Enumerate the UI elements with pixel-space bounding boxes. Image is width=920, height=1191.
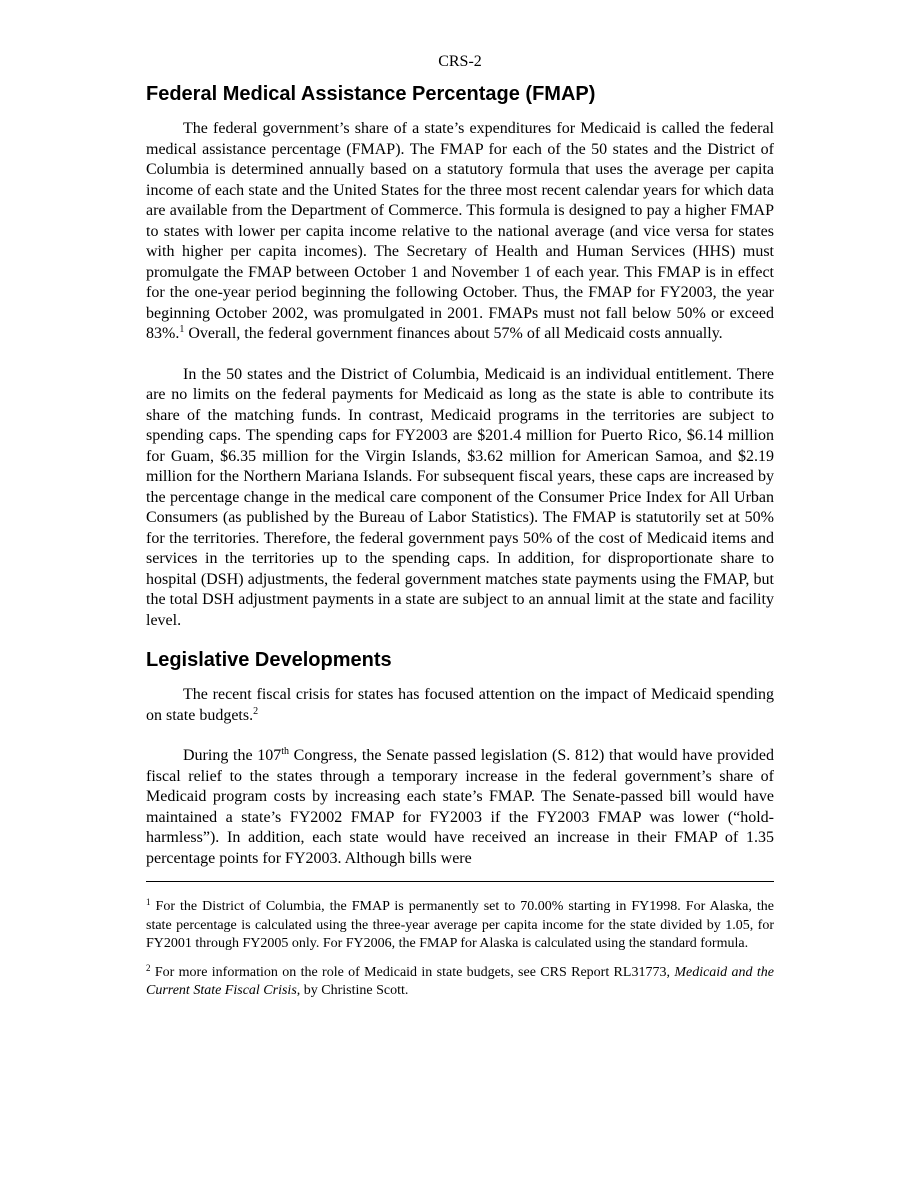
- document-page: [146, 52, 774, 1011]
- footnote-2: [146, 964, 774, 1001]
- footnote-ref-2[interactable]: 2: [253, 705, 259, 717]
- page-number-header: CRS-2: [438, 53, 482, 70]
- legislative-paragraph-1: [146, 685, 774, 726]
- section-heading-fmap: Federal Medical Assistance Percentage (FMAP): [146, 83, 596, 105]
- fmap-paragraph-1: [146, 119, 774, 345]
- fmap-paragraph-2: In the 50 states and the District of Columbia, Medicaid is an individual entitlement. There are no limits on the federal payments for Medicaid as long as the state is able to contribute its share of the matching funds. In contrast, Medicaid programs in the territories are subject to spending caps. The spending caps for FY2003 are $201.4 million for Puerto Rico, $6.14 million for Guam, $6.35 million for the Virgin Islands, $3.62 million for American Samoa, and $2.19 million for the Northern Mariana Islands. For subsequent fiscal years, these caps are increased by the percentage change in the medical care component of the Consumer Price Index for All Urban Consumers (as published by the Bureau of Labor Statistics). The FMAP is statutorily set at 50% for the territories. Therefore, the federal government pays 50% of the cost of Medicaid items and services in the territories up to the spending caps. In addition, for disproportionate share to hospital (DSH) adjustments, the federal government matches state payments using the FMAP, but the total DSH adjustment payments in a state are subject to an annual limit at the state and facility level.: [146, 365, 774, 629]
- footnote-2-report-title: Medicaid and the Current State Fiscal Crisis: [146, 964, 774, 998]
- footnote-2-marker: 2: [146, 962, 151, 973]
- fmap-paragraph-1-text: The federal government’s share of a state’s expenditures for Medicaid is called the federal medical assistance percentage (FMAP). The FMAP for each of the 50 states and the District of Columbia is determined annually based on a statutory formula that uses the average per capita income of each state and the United States for the three most recent calendar years for which data are available from the Department of Commerce. This formula is designed to pay a higher FMAP to states with lower per capita income relative to the national average (and vice versa for states with higher per capita incomes). The Secretary of Health and Human Services (HHS) must promulgate the FMAP between October 1 and November 1 of each year. This FMAP is in effect for the one-year period beginning the following October. Thus, the FMAP for FY2003, the year beginning October 2002, was promulgated in 2001. FMAPs must not fall below 50% or exceed 83%.: [146, 120, 774, 342]
- footnote-1: [146, 898, 774, 954]
- ordinal-suffix: th: [281, 746, 289, 757]
- footnote-ref-1[interactable]: 1: [179, 324, 185, 335]
- legislative-paragraph-2-text-cont: Congress, the Senate passed legislation (S. 812) that would have provided fiscal relief to the states through a temporary increase in the federal government’s share of Medicaid program costs by increasing each state’s FMAP. The Senate-passed bill would have maintained a state’s FY2002 FMAP for FY2003 if the FY2003 FMAP was lower (“hold-harmless”). In addition, each state would have received an increase in their FMAP of 1.35 percentage points for FY2003. Although bills were: [146, 747, 775, 867]
- legislative-paragraph-2: [146, 746, 774, 869]
- footnote-separator: [146, 881, 774, 882]
- footnote-1-marker: 1: [146, 897, 151, 907]
- legislative-paragraph-1-text: The recent fiscal crisis for states has focused attention on the impact of Medicaid spending on state budgets.: [146, 686, 774, 724]
- section-heading-legislative: Legislative Developments: [146, 649, 392, 671]
- footnote-2-text: For more information on the role of Medicaid in state budgets, see CRS Report RL31773,: [150, 964, 675, 980]
- footnote-1-text: For the District of Columbia, the FMAP is permanently set to 70.00% starting in FY1998. For Alaska, the state percentage is calculated using the three-year average per capita income for the state divided by 1.05, for FY2001 through FY2005 only. For FY2006, the FMAP for Alaska is calculated using the standard formula.: [146, 899, 774, 951]
- footnote-2-text-end: , by Christine Scott.: [296, 983, 409, 998]
- legislative-paragraph-2-text: During the 107: [183, 747, 282, 764]
- fmap-paragraph-1-text-cont: Overall, the federal government finances about 57% of all Medicaid costs annually.: [184, 325, 723, 342]
